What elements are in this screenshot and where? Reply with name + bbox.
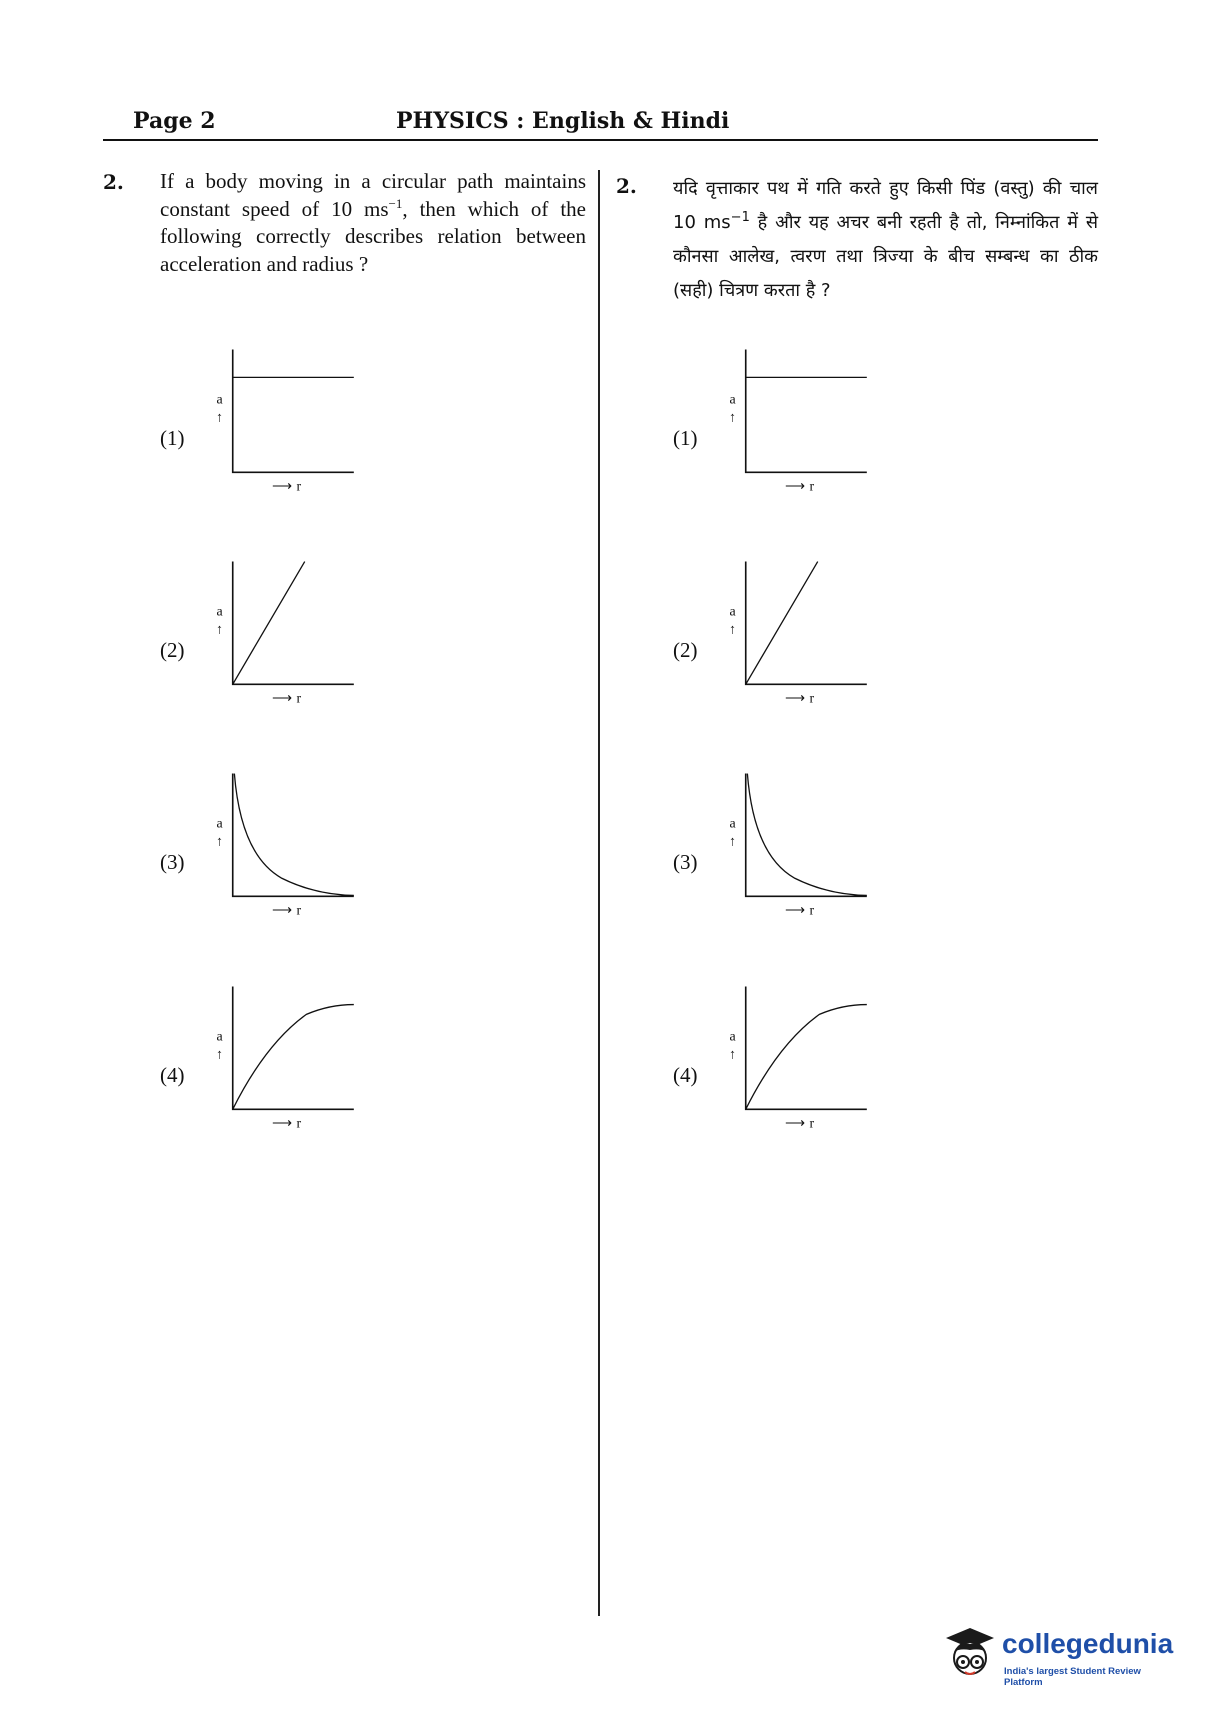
graph-linear [200,546,380,726]
mascot-icon [940,1622,1000,1692]
up-arrow-icon: ↑ [729,410,737,426]
unit-superscript-en: −1 [388,195,403,211]
option-3-right [673,758,993,948]
collegedunia-logo [940,1622,1180,1692]
graph-curve [233,1005,354,1110]
graph-curve [234,774,353,896]
graph-curve [747,774,866,896]
option-label: (1) [673,426,698,450]
graph-saturating [200,971,380,1151]
right-arrow-icon: ⟶ [785,1116,805,1132]
x-axis-label: r [296,479,302,495]
option-4-left [160,971,480,1161]
unit-superscript-hi: −1 [730,210,750,225]
up-arrow-icon: ↑ [216,834,224,850]
up-arrow-icon: ↑ [729,622,737,638]
graph-axes [746,987,867,1110]
graph-linear [713,546,893,726]
option-4-right [673,971,993,1161]
option-label: (4) [673,1063,698,1087]
page-number: Page 2 [133,108,216,134]
graph-curve [233,562,305,685]
up-arrow-icon: ↑ [216,1047,224,1063]
y-axis-label: a [729,816,736,832]
graph-inverse [713,758,893,938]
right-arrow-icon: ⟶ [272,479,292,495]
graph-axes [746,774,867,897]
x-axis-label: r [296,1116,302,1132]
option-3-left [160,758,480,948]
graph-constant [713,334,893,514]
question-number-en: 2. [103,170,124,194]
question-number-hi: 2. [616,174,637,198]
option-1-right [673,334,993,524]
logo-wordmark: collegedunia [1002,1628,1174,1659]
option-label: (4) [160,1063,185,1087]
graph-axes [746,350,867,473]
graph-curve [746,562,818,685]
y-axis-label: a [729,1029,736,1045]
graph-saturating [713,971,893,1151]
question-text-en [160,168,586,278]
x-axis-label: r [296,903,302,919]
right-arrow-icon: ⟶ [785,691,805,707]
page-header [103,108,1098,142]
column-divider [598,170,600,1616]
x-axis-label: r [809,479,815,495]
y-axis-label: a [729,604,736,620]
option-label: (2) [673,638,698,662]
graph-axes [233,774,354,897]
y-axis-label: a [216,604,223,620]
y-axis-label: a [216,1029,223,1045]
logo-tagline: India's largest Student Review Platform [1004,1666,1141,1688]
up-arrow-icon: ↑ [729,1047,737,1063]
graph-inverse [200,758,380,938]
graph-axes [233,350,354,473]
option-1-left [160,334,480,524]
up-arrow-icon: ↑ [729,834,737,850]
x-axis-label: r [809,903,815,919]
up-arrow-icon: ↑ [216,410,224,426]
up-arrow-icon: ↑ [216,622,224,638]
option-label: (2) [160,638,185,662]
option-label: (1) [160,426,185,450]
x-axis-label: r [809,1116,815,1132]
right-arrow-icon: ⟶ [272,1116,292,1132]
right-arrow-icon: ⟶ [785,479,805,495]
question-text-hi [673,172,1098,308]
y-axis-label: a [729,392,736,408]
graph-constant [200,334,380,514]
y-axis-label: a [216,392,223,408]
option-2-left [160,546,480,736]
question-text-hi-part1: यदि वृत्ताकार पथ में गति करते हुए किसी पिंड (वस्तु) की चाल 10 ms [673,178,1098,233]
question-text-en-part2: , then which of the following correctly describes relation between acceleration and radius ? [160,196,587,276]
y-axis-label: a [216,816,223,832]
option-label: (3) [673,850,698,874]
right-arrow-icon: ⟶ [272,903,292,919]
question-text-en-part1: If a body moving in a circular path maintains constant speed of 10 ms [160,169,586,221]
x-axis-label: r [296,691,302,707]
graph-curve [746,1005,867,1110]
right-arrow-icon: ⟶ [785,903,805,919]
option-2-right [673,546,993,736]
right-arrow-icon: ⟶ [272,691,292,707]
question-text-hi-part2: है और यह अचर बनी रहती है तो, निम्नांकित में से कौनसा आलेख, त्वरण तथा त्रिज्या के बीच सम्बन्ध का ठीक (सही) चित्रण करता है ? [673,212,1098,301]
header-divider [103,139,1098,141]
option-label: (3) [160,850,185,874]
x-axis-label: r [809,691,815,707]
page-title: PHYSICS : English & Hindi [396,108,730,134]
graph-axes [233,987,354,1110]
